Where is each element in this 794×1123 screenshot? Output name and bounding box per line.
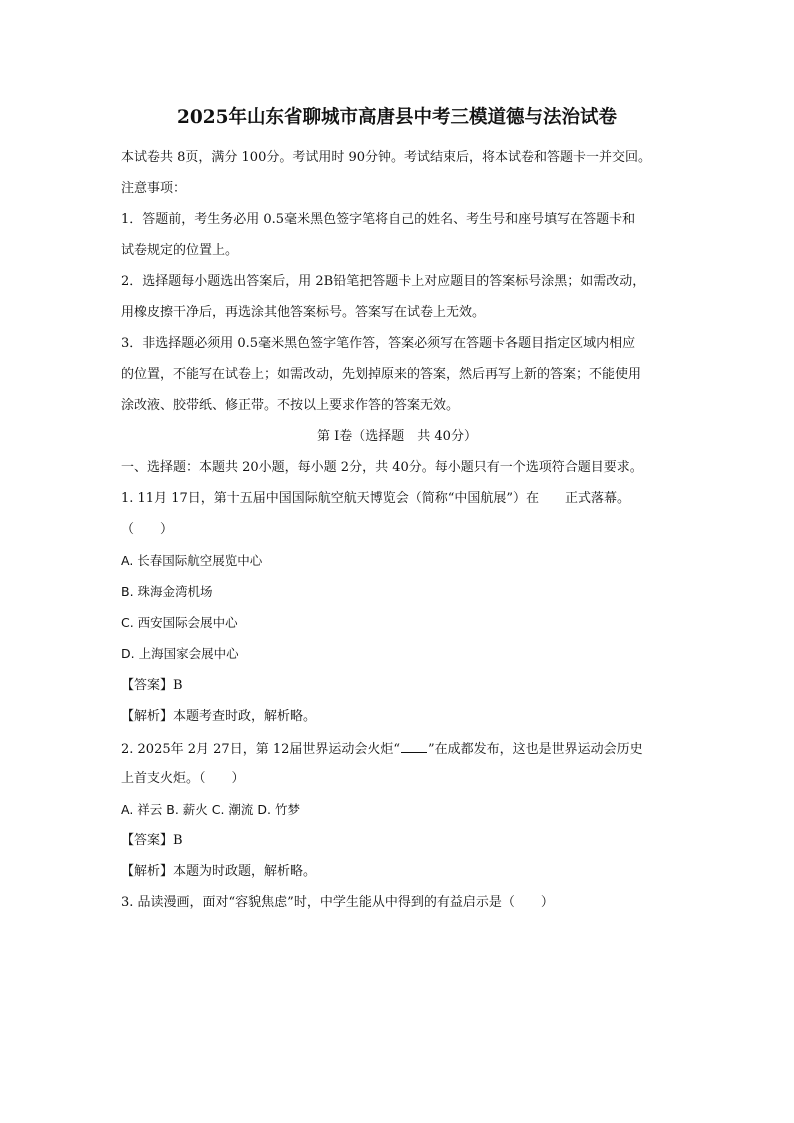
fill-in-blank: [401, 740, 427, 753]
note-line: 1．答题前，考生务必用 0.5毫米黑色签字笔将自己的姓名、考生号和座号填写在答题卡和: [121, 212, 636, 227]
question-2-stem-line2: 上首支火炬。（ ）: [121, 771, 245, 786]
question-2-stem-part-b: ”在成都发布，这也是世界运动会历史: [428, 742, 643, 757]
question-1-paren: （ ）: [121, 522, 174, 537]
part-one-instructions: 一、选择题：本题共 20小题，每小题 2分，共 40分。每小题只有一个选项符合题目要求。: [121, 460, 643, 475]
question-2-analysis: 【解析】本题为时政题，解析略。: [121, 864, 317, 879]
note-line: 的位置，不能写在试卷上；如需改动，先划掉原来的答案，然后再写上新的答案；不能使用: [121, 367, 642, 382]
question-1-stem: 1. 11月 17日，第十五届中国国际航空航天博览会（简称“中国航展”）在 正式落幕。: [121, 491, 631, 506]
notice-heading: 注意事项：: [121, 181, 187, 196]
note-line: 涂改液、胶带纸、修正带。不按以上要求作答的答案无效。: [121, 398, 460, 413]
question-1-option-b: B. 珠海金湾机场: [121, 584, 213, 599]
question-3-stem: 3. 品读漫画，面对“容貌焦虑”时，中学生能从中得到的有益启示是（ ）: [121, 895, 554, 910]
question-2-stem-part-a: 2. 2025年 2月 27日，第 12届世界运动会火炬“: [121, 742, 401, 757]
note-line: 3．非选择题必须用 0.5毫米黑色签字笔作答，答案必须写在答题卡各题目指定区域内相应: [121, 336, 636, 351]
question-1-option-d: D. 上海国家会展中心: [121, 646, 239, 661]
section-title: 第 I卷（选择题 共 40分）: [317, 429, 477, 444]
note-line: 试卷规定的位置上。: [121, 243, 239, 258]
question-1-option-c: C. 西安国际会展中心: [121, 615, 238, 630]
note-line: 用橡皮擦干净后，再选涂其他答案标号。答案写在试卷上无效。: [121, 305, 486, 320]
question-2-options: A. 祥云 B. 薪火 C. 潮流 D. 竹梦: [121, 802, 300, 817]
question-2-answer: 【答案】B: [121, 833, 183, 848]
question-1-answer: 【答案】B: [121, 678, 183, 693]
question-2-stem: [121, 740, 643, 758]
exam-title: 2025年山东省聊城市高唐县中考三模道德与法治试卷: [177, 107, 617, 128]
question-1-option-a: A. 长春国际航空展览中心: [121, 553, 263, 568]
question-1-analysis: 【解析】本题考查时政，解析略。: [121, 709, 317, 724]
intro-text: 本试卷共 8页，满分 100分。考试用时 90分钟。考试结束后，将本试卷和答题卡一并交回。: [121, 150, 652, 165]
note-line: 2．选择题每小题选出答案后，用 2B铅笔把答题卡上对应题目的答案标号涂黑；如需改动，: [121, 274, 646, 289]
